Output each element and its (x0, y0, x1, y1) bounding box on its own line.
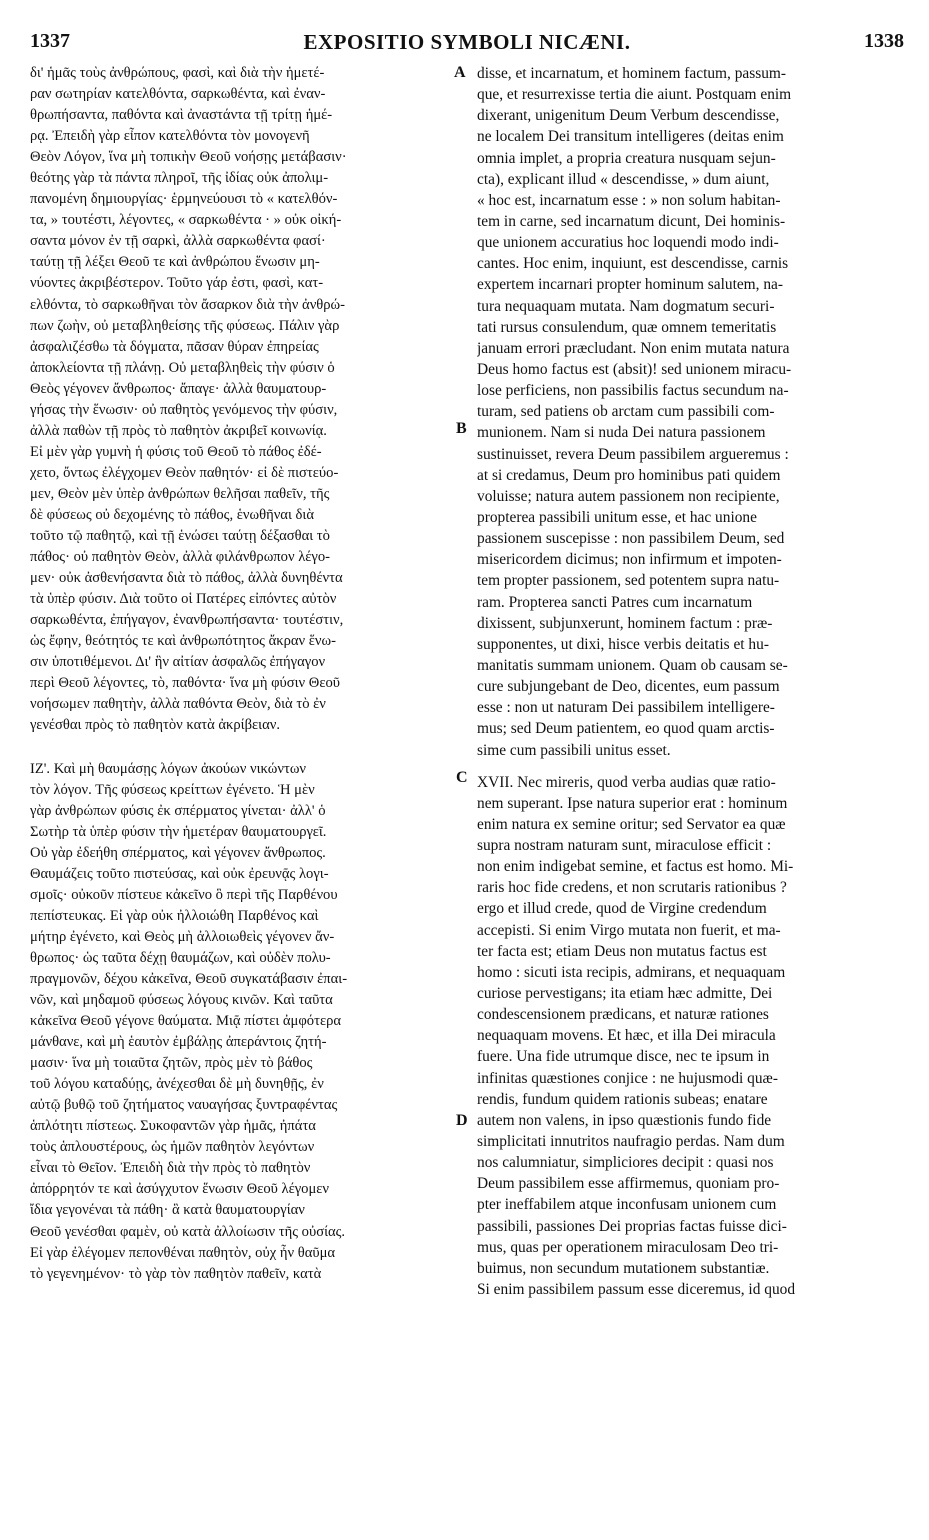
text-line: τοῦ λόγου καταδύῃς, ἀνέχεσθαι δὲ μὴ δυνηθῇς, ἐν (30, 1076, 324, 1093)
text-line: ἀλλὰ παθὼν τῇ πρὸς τὸ παθητὸν ἀκριβεῖ κοινωνίᾳ. (30, 422, 327, 439)
text-line: sime cum passibili unitus esset. (477, 741, 671, 759)
text-line: ελθόντα, τὸ σαρκωθῆναι τὸν ἄσαρκον διὰ τὴν ἀνθρώ- (30, 296, 346, 313)
text-line: νοήσωμεν παθητὴν, ἀλλὰ παθόντα Θεὸν, διὰ τὸ ἐν (30, 696, 326, 713)
text-line: περὶ Θεοῦ λέγοντες, τὸ, παθόντα· ἵνα μὴ φύσιν Θεοῦ (30, 675, 340, 692)
page-title: EXPOSITIO SYMBOLI NICÆNI. (303, 30, 631, 54)
text-line: δὲ φύσεως οὐ δεχομένης τὸ πάθος, ἑνωθῆναι διὰ (30, 506, 314, 523)
text-line: μήτηρ ἐγένετο, καὶ Θεὸς μὴ ἀλλοιωθεὶς γέγονεν ἄν- (30, 928, 335, 945)
text-line: χετο, ὄντως ἐλέγχομεν Θεὸν παθητόν· εἰ δὲ πιστεύο- (30, 464, 339, 481)
text-line: μασιν· ἵνα μὴ τοιαῦτα ζητῶν, πρὸς μὲν τὸ βάθος (30, 1055, 313, 1072)
text-line: θρωπήσαντα, παθόντα καὶ ἀναστάντα τῇ τρίτῃ ἡμέ- (30, 107, 333, 124)
text-line: δι' ἡμᾶς τοὺς ἀνθρώπους, φασὶ, καὶ διὰ τὴν ἡμετέ- (30, 65, 325, 81)
text-line: supponentes, ut dixi, hisce verbis deitatis et hu- (477, 635, 769, 653)
text-line: θρωπος· ὡς ταῦτα δέχῃ θαυμάζων, καὶ οὐδὲν πολυ- (30, 949, 331, 966)
latin-paragraph-2 (477, 772, 893, 1301)
text-line: fuere. Una fide utrumque disce, nec te ipsum in (477, 1048, 770, 1066)
page-number-left: 1337 (30, 30, 70, 52)
text-line: januam errori præcludant. Non enim mutata natura (477, 339, 790, 357)
text-line: Εἰ γὰρ ἐλέγομεν πεπονθέναι παθητὸν, οὐχ ἦν θαῦμα (30, 1244, 336, 1261)
text-line: mus; sed Deum patientem, eo quod quam arctis- (477, 720, 775, 738)
text-line: σμοῖς· οὐκοῦν πίστευε κἀκεῖνο ὃ περὶ τῆς Παρθένου (30, 886, 338, 903)
text-line: μάνθανε, καὶ μὴ ἑαυτὸν ἐμβάλῃς ἀπεράντοις ζητή- (30, 1034, 327, 1051)
text-line: εἶναι τὸ Θεῖον. Ἐπειδὴ διὰ τὴν πρὸς τὸ παθητὸν (30, 1160, 311, 1177)
text-line: Εἰ μὲν γὰρ γυμνὴ ἡ φύσις τοῦ Θεοῦ τὸ πάθος ἐδέ- (30, 443, 322, 460)
text-line: cantes. Hoc enim, inquiunt, est descendisse, carnis (477, 255, 789, 273)
text-line: dixerant, unigenitum Deum Verbum descendisse, (477, 107, 780, 125)
latin-column (477, 63, 893, 1300)
text-line: disse, et incarnatum, et hominem factum, passum- (477, 65, 787, 82)
text-line: que unionem accuratius hoc loquendi modo indi- (477, 234, 779, 252)
text-line: curiose pervestigans; ita etiam hæc admitte, Dei (477, 985, 773, 1003)
text-line: τοῦτο τῷ παθητῷ, καὶ τῇ ἑνώσει ταύτῃ δέξασθαι τὸ (30, 528, 330, 545)
text-line: nequaquam movens. Et hæc, et illa Dei miracula (477, 1027, 776, 1045)
text-line: τὸν λόγον. Τῆς φύσεως κρείττων ἐγένετο. Ἡ μὲν (30, 781, 315, 798)
text-line: Οὐ γὰρ ἐδεήθη σπέρματος, καὶ γέγονεν ἄνθρωπος. (30, 844, 326, 861)
text-line: tem in carne, sed incarnatum dicunt, Dei hominis- (477, 212, 786, 230)
text-line: σιν ὑποτιθέμενοι. Δι' ἣν αἰτίαν ἀσφαλῶς ἐπήγαγον (30, 654, 326, 671)
text-line: ἁπλότητι πίστεως. Συκοφαντῶν γὰρ ἡμᾶς, ἠπάτα (30, 1118, 316, 1135)
text-line: ἀποκλείοντα τῇ πλάνῃ. Οὐ μεταβληθεὶς τὴν φύσιν ὁ (30, 359, 335, 376)
text-line: Θεὸς γέγονεν ἄνθρωπος· ἄπαγε· ἀλλὰ θαυματουρ- (30, 380, 327, 397)
text-line: dixissent, subjunxerunt, hominem factum : præ- (477, 614, 773, 632)
text-line: passionem suscepisse : non passibilem Deum, sed (477, 530, 785, 548)
text-line: ne localem Dei transitum intelligeres (deitas enim (477, 128, 784, 146)
text-line: Θεὸν Λόγον, ἵνα μὴ τοπικὴν Θεοῦ νοήσῃς μετάβασιν· (30, 149, 347, 166)
latin-paragraph-1 (477, 63, 893, 761)
text-line: sustinuisset, revera Deum passibilem argueremus : (477, 445, 789, 463)
greek-column (30, 63, 454, 1285)
text-line: simplicitati innutritos naufragio perdas. Nam dum (477, 1133, 785, 1151)
text-line: σαρκωθέντα, ἐπήγαγον, ἐνανθρωπήσαντα· τουτέστιν, (30, 612, 344, 629)
text-line: ραν σωτηρίαν κατελθόντα, σαρκωθέντα, καὶ ἐναν- (30, 86, 326, 103)
text-line: cure subjungebant de Deo, dicentes, eum passum (477, 678, 780, 696)
text-line: τὸ γεγενημένον· τὸ γὰρ τὸν παθητὸν παθεῖν, κατὰ (30, 1265, 322, 1282)
text-line: τοὺς ἁπλουστέρους, ὡς ἡμῶν παθητὸν λεγόντων (30, 1139, 315, 1156)
text-line: κἀκεῖνα Θεοῦ γέγονε θαύματα. Μιᾷ πίστει ἀμφότερα (30, 1013, 342, 1030)
text-line: ταύτῃ τῇ λέξει Θεοῦ τε καὶ ἀνθρώπου ἕνωσιν μη- (30, 254, 320, 271)
text-line: nos calumniatur, simpliciores decipit : quasi nos (477, 1154, 774, 1172)
section-marker-b: B (456, 420, 467, 437)
text-line: γενέσθαι πρὸς τὸ παθητὸν κατὰ ἀκρίβειαν. (30, 717, 280, 734)
text-line: Deus homo factus est (absit)! sed unionem miracu- (477, 360, 792, 378)
text-line: ἀπόρρητόν τε καὶ ἀσύγχυτον ἕνωσιν Θεοῦ λέγομεν (30, 1181, 330, 1198)
text-line: σαντα μόνον ἐν τῇ σαρκὶ, ἀλλὰ σαρκωθέντα φασί· (30, 233, 326, 250)
text-line: mus, quas per operationem miraculosam Deo tri- (477, 1238, 779, 1256)
text-line: turam, sed patiens ob arctam cum passibili com- (477, 403, 775, 421)
text-line: expertem incarnari propter hominum salutem, na- (477, 276, 783, 294)
text-line: munionem. Nam si nuda Dei natura passionem (477, 424, 766, 442)
text-line: αὐτῷ βυθῷ τοῦ ζητήματος ναυαγήσας ξυντραφέντας (30, 1097, 338, 1114)
text-line: πων ζωὴν, οὐ μεταβληθείσης τῆς φύσεως. Πάλιν γὰρ (30, 317, 340, 334)
text-line: nem superant. Ipse natura superior erat : hominum (477, 794, 788, 812)
text-line: μεν· οὐκ ἀσθενήσαντα διὰ τὸ πάθος, ἀλλὰ δυνηθέντα (30, 570, 343, 587)
text-line: « hoc est, incarnatum esse : » non solum habitan- (477, 191, 781, 209)
text-line: tati rursus consulendum, quæ omnem temeritatis (477, 318, 777, 336)
text-line: ρᾳ. Ἐπειδὴ γὰρ εἶπον κατελθόντα τὸν μονογενῆ (30, 128, 310, 145)
text-line: γήσας τὴν ἕνωσιν· οὐ παθητὸς γενόμενος τὴν φύσιν, (30, 401, 338, 418)
text-line: homo : sicuti ista recipis, admirans, et nequaquam (477, 963, 786, 981)
text-line: pter ineffabilem atque inconfusam unionem cum (477, 1196, 777, 1214)
text-line: XVII. Nec mireris, quod verba audias quæ ratio- (477, 773, 776, 791)
text-line: omnia implet, a propria creatura nusquam sejun- (477, 149, 776, 167)
page-number-right: 1338 (864, 30, 904, 52)
text-line: τὰ ὑπὲρ φύσιν. Διὰ τοῦτο οἱ Πατέρες εἰπόντες αὐτὸν (30, 591, 337, 608)
text-line: autem non valens, in ipso quæstionis fundo fide (477, 1111, 772, 1129)
text-line: ram. Propterea sancti Patres cum incarnatum (477, 593, 753, 611)
text-line: πραγμονῶν, δέχου κἀκεῖνα, Θεοῦ συγκατάβασιν ἐπαι- (30, 970, 348, 987)
text-line: supra nostram naturam sunt, miraculose efficit : (477, 837, 772, 855)
text-line: esse : non ut naturam Dei passibilem intelligere- (477, 699, 775, 717)
text-line: ὡς ἔφην, θεότητός τε καὶ ἀνθρωπότητος ἄκραν ἕνω- (30, 633, 336, 650)
greek-paragraph-1 (30, 63, 454, 737)
text-line: passibili, passiones Dei proprias factas fuisse dici- (477, 1217, 787, 1235)
text-line: lose perficiens, non passibilis factus secundum na- (477, 382, 789, 400)
text-line: Θαυμάζεις τοῦτο πιστεύσας, καὶ οὐκ ἐρευνᾷς λογι- (30, 865, 329, 882)
text-line: πάθος· οὐ παθητὸν Θεὸν, ἀλλὰ φιλάνθρωπον λέγο- (30, 549, 331, 566)
page-header (30, 30, 904, 56)
text-line: νύοντες ἀκριβέστερον. Τοῦτο γάρ ἐστι, φασὶ, κατ- (30, 275, 324, 292)
text-line: cta), explicant illud « descendisse, » dum aiunt, (477, 170, 770, 188)
text-line: γὰρ ἀνθρώπων φύσις ἐκ σπέρματος γίνεται· ἀλλ' ὁ (30, 802, 326, 819)
text-line: νῶν, καὶ μηδαμοῦ φύσεως λόγους κινῶν. Καὶ ταῦτα (30, 992, 333, 1009)
text-line: τα, » τουτέστι, λέγοντες, « σαρκωθέντα · » οὐκ οἰκή- (30, 212, 342, 229)
text-line: propterea passibili unitum esse, et hac unione (477, 508, 757, 526)
section-marker-d: D (456, 1112, 468, 1129)
text-line: manitatis summam unionem. Quam ob causam se- (477, 656, 788, 674)
text-line: condescensionem prædicans, et naturæ rationes (477, 1006, 769, 1024)
text-line: μεν, Θεὸν μὲν ὑπὲρ ἀνθρώπων θελῆσαι παθεῖν, τῆς (30, 485, 330, 502)
text-line: πεπίστευκας. Εἰ γὰρ οὐκ ἠλλοιώθη Παρθένος καὶ (30, 907, 319, 924)
text-line: accepisti. Si enim Virgo mutata non fuerit, et ma- (477, 921, 781, 939)
text-line: que, et resurrexisse tertia die aiunt. Postquam enim (477, 86, 792, 104)
text-line: raris hoc fide credens, et non scrutaris rationibus ? (477, 879, 787, 897)
section-marker-a: A (454, 64, 466, 81)
text-line: rendis, fundum quidem rationis subeas; enatare (477, 1090, 768, 1108)
text-line: Σωτὴρ τὰ ὑπὲρ φύσιν τὴν ἡμετέραν θαυματουργεῖ. (30, 823, 327, 840)
text-line: ἀσφαλιζέσθω τὰ δόγματα, πᾶσαν θύραν ἐπηρείας (30, 338, 319, 355)
text-line: θεότης γὰρ τὰ πάντα πληροῖ, τῆς ἰδίας οὐκ ἀπολιμ- (30, 170, 329, 187)
text-line: enim natura ex semine oritur; sed Servator ea quæ (477, 815, 786, 833)
text-line: misericordem dicimus; non infirmum et impoten- (477, 551, 782, 569)
text-line: non enim indigebat semine, et factus est homo. Mi- (477, 858, 794, 876)
text-line: ΙΖ'. Καὶ μὴ θαυμάσῃς λόγων ἀκούων νικώντων (30, 760, 307, 777)
text-line: ἴδια γεγονέναι τὰ πάθη· ἃ κατὰ θαυματουργίαν (30, 1202, 305, 1219)
greek-paragraph-2 (30, 759, 454, 1285)
text-line: Si enim passibilem passum esse diceremus, id quod (477, 1281, 796, 1299)
text-line: tura nequaquam mutata. Nam dogmatum securi- (477, 297, 775, 315)
text-line: infinitas quæstiones conjice : ne hujusmodi quæ- (477, 1069, 778, 1087)
text-line: Deum passibilem esse affirmemus, quoniam pro- (477, 1175, 780, 1193)
text-line: at si credamus, Deum pro hominibus pati quidem (477, 466, 781, 484)
text-line: voluisse; natura autem passionem non recipiente, (477, 487, 780, 505)
text-line: tem propter passionem, sed potentem supra natu- (477, 572, 780, 590)
text-line: πανομένη δημιουργίας· ἑρμηνεύουσι τὸ « κατελθόν- (30, 191, 338, 208)
text-line: Θεοῦ γενέσθαι φαμὲν, οὐ κατὰ ἀλλοίωσιν τῆς οὐσίας. (30, 1223, 346, 1240)
text-line: ter facta est; etiam Deus non mutatus factus est (477, 942, 767, 960)
section-marker-c: C (456, 769, 468, 786)
text-line: ergo et illud crede, quod de Virgine credendum (477, 900, 767, 918)
text-line: buimus, non secundum mutationem substantiæ. (477, 1259, 770, 1277)
